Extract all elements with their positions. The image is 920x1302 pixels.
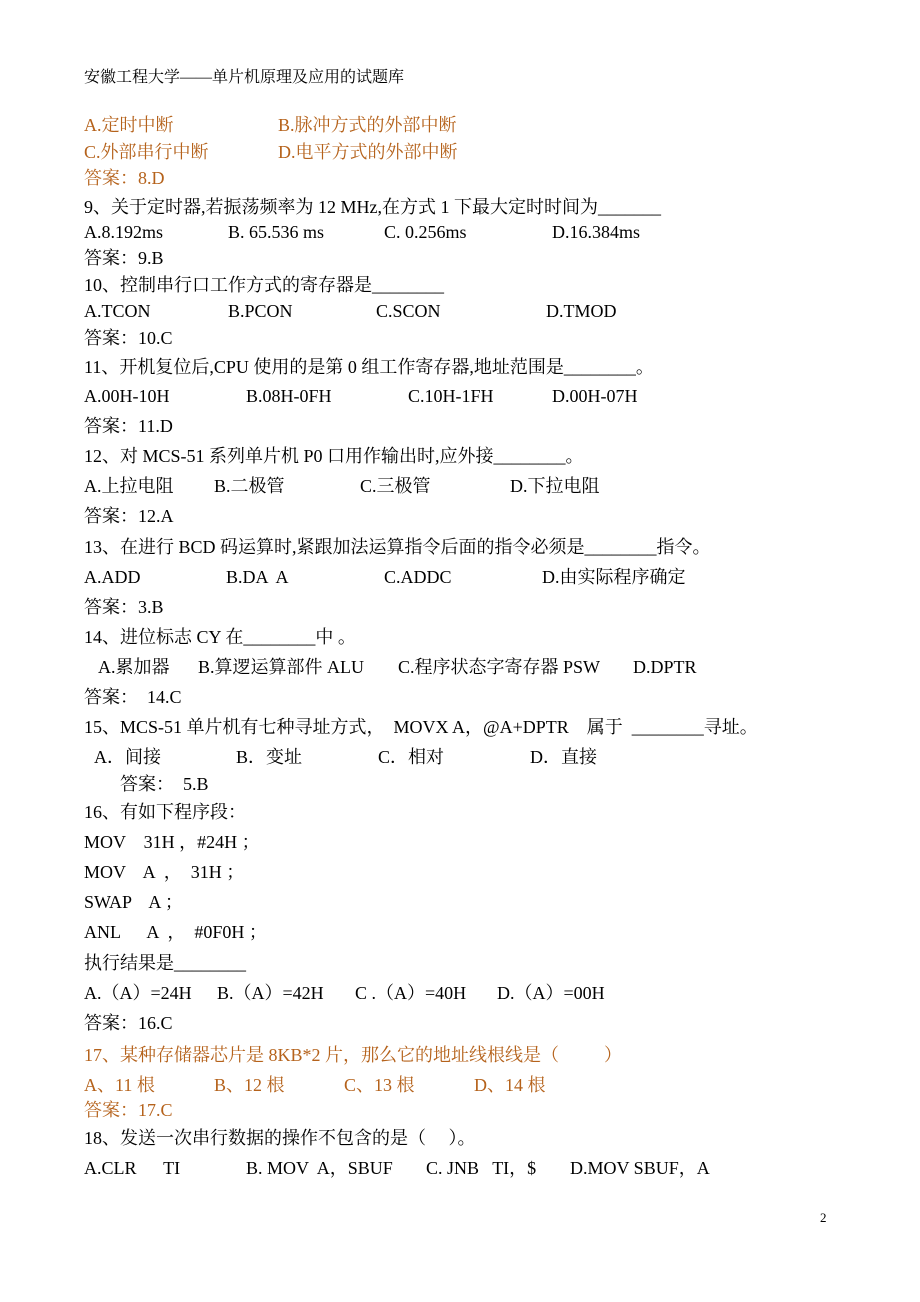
q17-option-b: B、12 根: [214, 1075, 285, 1095]
q18-option-c: C. JNB TI，$: [426, 1158, 537, 1178]
q17-answer: 答案：17.C: [84, 1100, 173, 1120]
q8-option-c: C.外部串行中断: [84, 142, 209, 162]
q14-option-b: B.算逻运算部件 ALU: [198, 657, 364, 677]
q10-option-b: B.PCON: [228, 301, 293, 321]
q15-question: 15、MCS-51 单片机有七种寻址方式， MOVX A，@A+DPTR 属于 ________寻址。: [84, 717, 758, 737]
q8-answer: 答案：8.D: [84, 168, 165, 188]
q9-question: 9、关于定时器,若振荡频率为 12 MHz,在方式 1 下最大定时时间为_______: [84, 197, 661, 217]
q9-option-c: C. 0.256ms: [384, 222, 467, 242]
q16-prompt: 执行结果是________: [84, 953, 246, 973]
q9-option-d: D.16.384ms: [552, 222, 641, 242]
q17-option-a: A、11 根: [84, 1075, 155, 1095]
q10-option-c: C.SCON: [376, 301, 441, 321]
q12-option-d: D.下拉电阻: [510, 476, 600, 496]
q14-option-c: C.程序状态字寄存器 PSW: [398, 657, 601, 677]
q10-question: 10、控制串行口工作方式的寄存器是________: [84, 275, 444, 295]
q17-option-d: D、14 根: [474, 1075, 546, 1095]
q16-question: 16、有如下程序段：: [84, 802, 246, 822]
q15-answer: 答案： 5.B: [120, 774, 209, 794]
q18-question: 18、发送一次串行数据的操作不包含的是（ ）。: [84, 1128, 476, 1148]
q16-option-c: C .（A）=40H: [355, 983, 467, 1003]
q8-option-a: A.定时中断: [84, 115, 174, 135]
q11-option-d: D.00H-07H: [552, 386, 638, 406]
q11-option-c: C.10H-1FH: [408, 386, 494, 406]
q15-option-a: A．间接: [94, 747, 161, 767]
q12-option-b: B.二极管: [214, 476, 285, 496]
q18-option-b: B. MOV A，SBUF: [246, 1158, 393, 1178]
q13-option-d: D.由实际程序确定: [542, 567, 686, 587]
q9-option-a: A.8.192ms: [84, 222, 164, 242]
q10-option-d: D.TMOD: [546, 301, 617, 321]
q13-question: 13、在进行 BCD 码运算时,紧跟加法运算指令后面的指令必须是________指令。: [84, 537, 711, 557]
q8-option-d: D.电平方式的外部中断: [278, 142, 458, 162]
q11-question: 11、开机复位后,CPU 使用的是第 0 组工作寄存器,地址范围是________。: [84, 357, 654, 377]
q9-option-b: B. 65.536 ms: [228, 222, 325, 242]
q16-option-a: A.（A）=24H: [84, 983, 192, 1003]
q11-option-b: B.08H-0FH: [246, 386, 332, 406]
q12-answer: 答案：12.A: [84, 506, 174, 526]
q10-answer: 答案：10.C: [84, 328, 173, 348]
q11-answer: 答案：11.D: [84, 416, 173, 436]
q16-code-line: MOV A ， 31H ；: [84, 862, 245, 882]
q16-code-line: ANL A ， #0F0H ；: [84, 922, 267, 942]
q16-code-line: MOV 31H ，#24H ；: [84, 832, 260, 852]
q14-option-d: D.DPTR: [633, 657, 697, 677]
q12-option-a: A.上拉电阻: [84, 476, 174, 496]
q18-option-d: D.MOV SBUF，A: [570, 1158, 710, 1178]
q15-option-b: B．变址: [236, 747, 303, 767]
q16-option-d: D.（A）=00H: [497, 983, 605, 1003]
q14-question: 14、进位标志 CY 在________中 。: [84, 627, 356, 647]
q13-option-b: B.DA A: [226, 567, 289, 587]
q13-option-c: C.ADDC: [384, 567, 452, 587]
page-header-title: 安徽工程大学——单片机原理及应用的试题库: [84, 69, 405, 86]
q9-answer: 答案：9.B: [84, 248, 164, 268]
q16-answer: 答案：16.C: [84, 1013, 173, 1033]
q15-option-d: D．直接: [530, 747, 597, 767]
q18-option-a: A.CLR TI: [84, 1158, 181, 1178]
q10-option-a: A.TCON: [84, 301, 151, 321]
q14-option-a: A.累加器: [98, 657, 170, 677]
q12-option-c: C.三极管: [360, 476, 431, 496]
q15-option-c: C．相对: [378, 747, 445, 767]
q17-option-c: C、13 根: [344, 1075, 415, 1095]
page-number: 2: [820, 1210, 827, 1225]
q13-answer: 答案：3.B: [84, 597, 164, 617]
q16-option-b: B.（A）=42H: [217, 983, 324, 1003]
q11-option-a: A.00H-10H: [84, 386, 170, 406]
q14-answer: 答案： 14.C: [84, 687, 182, 707]
q13-option-a: A.ADD: [84, 567, 141, 587]
q12-question: 12、对 MCS-51 系列单片机 P0 口用作输出时,应外接________。: [84, 446, 584, 466]
q16-code-line: SWAP A ；: [84, 892, 183, 912]
q8-option-b: B.脉冲方式的外部中断: [278, 115, 457, 135]
q17-question: 17、某种存储器芯片是 8KB*2 片，那么它的地址线根线是（ ）: [84, 1045, 623, 1065]
